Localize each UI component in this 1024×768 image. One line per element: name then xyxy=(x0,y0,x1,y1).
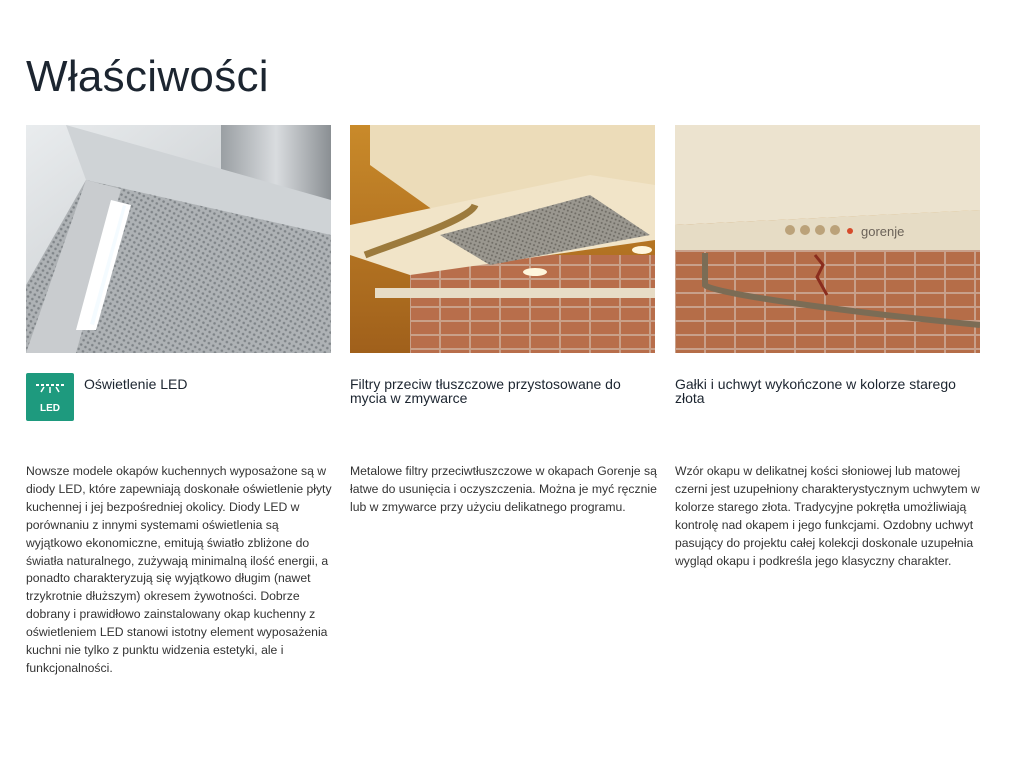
feature-description: Metalowe filtry przeciwtłuszczowe w okapach Gorenje są łatwe do usunięcia i oczyszczenia. Można je myć ręcznie lub w zmywarce przy użyciu delikatnego programu. xyxy=(350,464,657,514)
feature-filters xyxy=(350,125,657,514)
knobs-hood-photo xyxy=(675,125,980,353)
filter-hood-photo xyxy=(350,125,655,353)
feature-description: Nowsze modele okapów kuchennych wyposażone są w diody LED, które zapewniają doskonałe oświetlenie płyty kuchennej i jej bezpośredniej okolicy. Diody LED w porównaniu z innymi systemami oświetlenia są wyjątkowo ekonomiczne, emitują światło zbliżone do światła naturalnego, zużywają minimalną ilość energii, a ponadto charakteryzują się wyjątkowo długim (nawet trzykrotnie dłuższym) okresem żywotności. Dobrze dobrany i prawidłowo zainstalowany okap kuchenny z oświetleniem LED stanowi istotny element wyposażenia kuchni nie tylko z punktu widzenia estetyki, ale i funkcjonalności. xyxy=(26,464,332,675)
led-icon xyxy=(26,373,74,421)
feature-description: Wzór okapu w delikatnej kości słoniowej lub matowej czerni jest uzupełniony charakterystycznym uchwytem w kolorze starego złota. Tradycyjne pokrętła umożliwiają kontrolę nad okapem i jego funkcjami. Ozdobny uchwyt pasujący do projektu całej kolekcji doskonale uzupełnia wygląd okapu i podkreśla jego klasyczny charakter. xyxy=(675,464,980,568)
brand-logo: gorenje xyxy=(861,224,905,239)
feature-knobs xyxy=(675,125,980,568)
feature-title: Gałki i uchwyt wykończone w kolorze starego złota xyxy=(675,376,956,406)
led-hood-photo xyxy=(26,125,331,353)
feature-title: Oświetlenie LED xyxy=(84,376,188,392)
feature-led xyxy=(26,125,332,675)
led-badge-label: LED xyxy=(40,403,60,414)
feature-title: Filtry przeciw tłuszczowe przystosowane do mycia w zmywarce xyxy=(350,376,621,406)
page-title: Właściwości xyxy=(26,52,269,101)
